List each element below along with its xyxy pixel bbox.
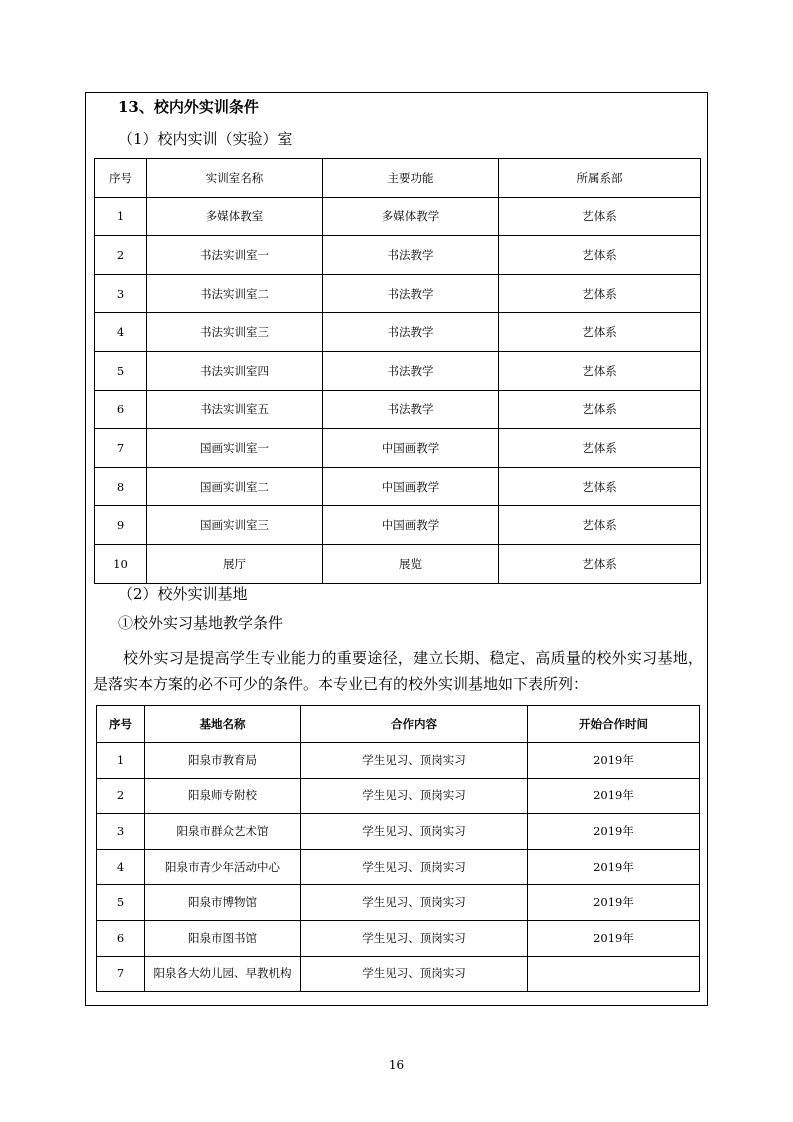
column-header: 实训室名称 (147, 159, 323, 198)
table-row (97, 920, 700, 956)
table-row (95, 429, 701, 468)
table-cell: 书法教学 (323, 313, 499, 352)
table-cell: 2019年 (528, 849, 700, 885)
table-cell: 书法教学 (323, 274, 499, 313)
table-header-row (97, 706, 700, 743)
table-row (97, 956, 700, 992)
table-cell: 书法实训室五 (147, 390, 323, 429)
table-cell: 艺体系 (499, 197, 701, 236)
table-cell: 书法实训室三 (147, 313, 323, 352)
column-header: 合作内容 (301, 706, 528, 743)
table-cell: 阳泉各大幼儿园、早教机构 (145, 956, 301, 992)
subsection-title-external: （2）校外实训基地 (118, 585, 248, 603)
external-base-table (96, 705, 700, 992)
column-header: 序号 (97, 706, 145, 743)
table-row (95, 197, 701, 236)
table-row (95, 236, 701, 275)
table-row (95, 467, 701, 506)
table-cell: 2 (97, 778, 145, 814)
table-cell: 书法实训室四 (147, 351, 323, 390)
column-header: 基地名称 (145, 706, 301, 743)
table-cell: 3 (95, 274, 147, 313)
table-cell: 2019年 (528, 920, 700, 956)
table-cell: 中国画教学 (323, 467, 499, 506)
table-cell: 学生见习、顶岗实习 (301, 920, 528, 956)
table-cell: 2019年 (528, 778, 700, 814)
table-cell: 国画实训室一 (147, 429, 323, 468)
table-cell: 阳泉市博物馆 (145, 885, 301, 921)
table-row (97, 885, 700, 921)
table-row (95, 351, 701, 390)
table-cell: 展览 (323, 544, 499, 583)
table-row (95, 506, 701, 545)
table-cell: 艺体系 (499, 467, 701, 506)
table-cell: 书法实训室二 (147, 274, 323, 313)
table-cell: 2 (95, 236, 147, 275)
table-cell: 2019年 (528, 814, 700, 850)
table-cell: 1 (97, 743, 145, 779)
column-header: 序号 (95, 159, 147, 198)
table-cell: 书法教学 (323, 236, 499, 275)
table-cell: 艺体系 (499, 351, 701, 390)
table-cell (528, 956, 700, 992)
column-header: 所属系部 (499, 159, 701, 198)
table-cell: 书法教学 (323, 351, 499, 390)
table-row (95, 313, 701, 352)
subsection-title-internal: （1）校内实训（实验）室 (118, 130, 293, 148)
table-cell: 中国画教学 (323, 506, 499, 545)
table-cell: 艺体系 (499, 274, 701, 313)
page-number: 16 (388, 1058, 405, 1072)
table-row (97, 778, 700, 814)
subsection-title-teaching-conditions: ①校外实习基地教学条件 (118, 614, 284, 632)
table-cell: 2019年 (528, 743, 700, 779)
table-cell: 阳泉师专附校 (145, 778, 301, 814)
table-cell: 阳泉市青少年活动中心 (145, 849, 301, 885)
table-cell: 多媒体教学 (323, 197, 499, 236)
table-cell: 9 (95, 506, 147, 545)
table-row (95, 274, 701, 313)
table-row (95, 390, 701, 429)
table-cell: 2019年 (528, 885, 700, 921)
table-cell: 4 (97, 849, 145, 885)
table-cell: 7 (97, 956, 145, 992)
table-cell: 艺体系 (499, 544, 701, 583)
table-cell: 学生见习、顶岗实习 (301, 956, 528, 992)
table-cell: 4 (95, 313, 147, 352)
table-cell: 阳泉市教育局 (145, 743, 301, 779)
table-cell: 学生见习、顶岗实习 (301, 849, 528, 885)
table-cell: 艺体系 (499, 506, 701, 545)
table-row (95, 544, 701, 583)
table-cell: 6 (95, 390, 147, 429)
table-cell: 展厅 (147, 544, 323, 583)
table-cell: 阳泉市图书馆 (145, 920, 301, 956)
section-title: 13、校内外实训条件 (118, 98, 259, 116)
table-cell: 学生见习、顶岗实习 (301, 814, 528, 850)
table-cell: 书法教学 (323, 390, 499, 429)
table-cell: 3 (97, 814, 145, 850)
table-cell: 学生见习、顶岗实习 (301, 885, 528, 921)
table-row (97, 849, 700, 885)
table-cell: 多媒体教室 (147, 197, 323, 236)
table-cell: 5 (95, 351, 147, 390)
table-cell: 书法实训室一 (147, 236, 323, 275)
table-cell: 艺体系 (499, 390, 701, 429)
table-cell: 1 (95, 197, 147, 236)
internal-lab-table (94, 158, 701, 584)
body-paragraph: 校外实习是提高学生专业能力的重要途径，建立长期、稳定、高质量的校外实习基地，是落实本方案的必不可少的条件。本专业已有的校外实训基地如下表所列： (93, 649, 703, 693)
table-cell: 国画实训室三 (147, 506, 323, 545)
table-cell: 中国画教学 (323, 429, 499, 468)
table-cell: 艺体系 (499, 429, 701, 468)
table-cell: 艺体系 (499, 236, 701, 275)
table-cell: 7 (95, 429, 147, 468)
table-cell: 6 (97, 920, 145, 956)
table-cell: 阳泉市群众艺术馆 (145, 814, 301, 850)
column-header: 主要功能 (323, 159, 499, 198)
table-cell: 8 (95, 467, 147, 506)
table-row (97, 814, 700, 850)
table-cell: 10 (95, 544, 147, 583)
table-cell: 国画实训室二 (147, 467, 323, 506)
table-cell: 艺体系 (499, 313, 701, 352)
column-header: 开始合作时间 (528, 706, 700, 743)
table-cell: 学生见习、顶岗实习 (301, 778, 528, 814)
table-row (97, 743, 700, 779)
table-cell: 5 (97, 885, 145, 921)
table-cell: 学生见习、顶岗实习 (301, 743, 528, 779)
table-header-row (95, 159, 701, 198)
